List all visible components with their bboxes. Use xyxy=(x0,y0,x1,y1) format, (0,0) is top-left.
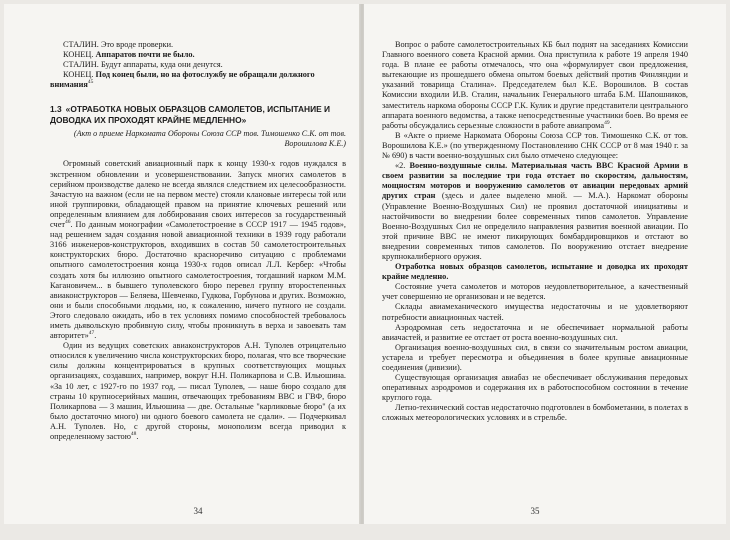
footnote-ref: 48 xyxy=(130,431,137,438)
paragraph-text: . xyxy=(136,432,139,441)
dialogue-text: СТАЛИН. Это вроде проверки. xyxy=(63,40,174,49)
footnote-ref: 47 xyxy=(88,330,95,337)
dialogue-line xyxy=(50,60,346,70)
footnote-ref: 45 xyxy=(87,79,94,86)
footnote-ref: 49 xyxy=(604,119,610,126)
quote-paragraph xyxy=(382,262,688,282)
section-heading xyxy=(50,104,346,124)
body-paragraph: В «Акте о приеме Наркомата Обороны Союза ССР тов. Тимошенко С.К. от тов. Ворошилова К.Е.» (по утвержденному Постановлению СНК СССР от 8 мая 1940 г. за № 690) в части военно-воздушных сил было отмечено следующее: xyxy=(382,130,688,161)
body-paragraph: Существующая организация авиабаз не обеспечивает обслуживания передовых оперативных аэродромов и содержания их в работоспособном состоянии в течение круглого года. xyxy=(382,373,688,403)
body-paragraph: Вопрос о работе самолетостроительных КБ был поднят на заседаниях Комиссии Главного военного совета Красной армии. Она приступила к работе 19 апреля 1940 года. В плане ее работы отмечалось, что она «формулирует свои предложения, вытекающие из прошедшего обмена опытом боевых действий против Финляндии и указаний товарища Сталина». Председателем был К.Е. Ворошилов. В состав Комиссии входили И.В. Сталин, начальник Генерального штаба Б.М. Шапошников, заместитель наркома обороны СССР Г.К. Кулик и другие представители центрального аппарата военного ведомства, а также непосредственные участники боев. Во время ее работы обсуждались серьезные сложности в работе авиапрома$^{49}$. xyxy=(382,40,688,130)
dialogue-bold: Аппаратов почти не было. xyxy=(95,50,195,60)
section-title: «ОТРАБОТКА НОВЫХ ОБРАЗЦОВ САМОЛЕТОВ, ИСПЫТАНИЕ И ДОВОДКА ИХ ПРОХОДЯТ КРАЙНЕ МЕДЛЕННО» xyxy=(50,104,331,125)
footnote-ref: 46 xyxy=(65,219,71,226)
body-paragraph: Организация военно-воздушных сил, в связи со значительным ростом авиации, устарела и требует пересмотра и объединения в более крупные авиационные соединения (дивизии). xyxy=(382,342,688,372)
dialogue-block xyxy=(50,40,346,90)
section-subtitle: (Акт о приеме Наркомата Обороны Союза ССР тов. Тимошенко С.К. от тов. Ворошилова К.Е.) xyxy=(73,128,346,148)
paragraph-text: . По данным монографии «Самолетостроение в СССР 1917 — 1945 годов», над решением задач создания новой авиационной техники в 1939 году работали 3166 инженеров-конструкторов, входивших в состав 50 самолетостроительных конструкторских бюро. Достаточно красноречиво ситуацию с проблемами опытного самолетостроения конца 1930-х годов описал Л.Л. Кербер: «Чтобы создать хотя бы иллюзию опытного самолетостроения, тогдашний нарком М.М. Кагановичем... в бывшего туполевского бюро перевел группу второстепенных авиаконструкторов — Беляева, Шевченко, Гудкова, Горбунова и других. Возможно, они и были способными людьми, но, к сожалению, ничего путного не создали. Этого следовало ожидать, ибо в тех условиях помимо способностей требовалось иметь дьявольскую пробивную силу, чтобы проникнуть в верха и завоевать там авторитет» xyxy=(50,220,346,341)
body-paragraph: Летно-технический состав недостаточно подготовлен в бомбометании, в полетах в сложных метеорологических условиях и в стрельбе. xyxy=(382,403,688,423)
paragraph-text: (здесь и далее выделено мной. — М.А.). Наркомат обороны (Управление Военно-Воздушных Сил) не проявил достаточной инициативы и настойчивости во внедрении более современных типов самолетов. Управление Военно-Воздушных Сил не определило направления развития военной авиации. По этой причине ВВС не имеют пикирующих бомбардировщиков и отстают во внедрении современных типов самолетов. По вооружению отстает внедрение крупнокалиберного оружия. xyxy=(382,191,688,261)
dialogue-text: КОНЕЦ. xyxy=(63,70,96,80)
dialogue-bold: Под конец были, но на фотослужбу не обращали должного внимания xyxy=(50,70,315,90)
dialogue-text: СТАЛИН. Будут аппараты, куда они денутся. xyxy=(63,60,223,70)
dialogue-line xyxy=(50,40,346,50)
page-number: 34 xyxy=(193,506,203,516)
body-paragraph: Состояние учета самолетов и моторов неудовлетворительное, а качественный учет совершенно не организован и не ведется. xyxy=(382,282,688,302)
emphasized-text: Военно-воздушные силы. Материальная часть ВВС Красной Армии в своем развитии за последние три года отстает по скоростям, дальностям, мощностям моторов и вооружению самолетов от авиации передовых армий других стран xyxy=(382,161,688,201)
emphasized-text: Отработка новых образцов самолетов, испытание и доводка их проходят крайне медленно. xyxy=(382,262,688,282)
body-paragraph: Склады авиамеханического имущества недостаточны и не удовлетворяют потребности авиационных частей. xyxy=(382,302,688,322)
paragraph-text: Один из ведущих советских авиаконструкторов А.Н. Туполев отрицательно относился к увеличению числа конструкторских бюро, полагая, что все творческие силы должны концентрироваться в крупных соответствующих мощных организациях, создавших, например, вокруг Н.Н. Поликарпова и С.В. Ильюшина. «За 10 лет, с 1927-го по 1937 год, — писал Туполев, — наше бюро создало для страны 10 крупносерийных машин, отвечающих требованиям ВВС и ГВФ, бюро Поликарпова — 3 машин, Ильюшина — две. Остальные "карликовые бюро" (а их было достаточно много) ни одного боевого самолета не сдали». — Подчеркивал А.Н. Туполев. Но, с другой стороны, монополизм всегда приводил к определенному застою xyxy=(50,341,346,441)
section-number: 1.3 xyxy=(50,104,62,115)
paragraph-text: «2. xyxy=(395,161,410,171)
dialogue-line xyxy=(50,70,346,90)
quote-paragraph xyxy=(382,161,688,262)
body-paragraph xyxy=(50,341,346,442)
paragraph-text: Огромный советский авиационный парк к концу 1930-х годов нуждался в экстренном обновлении и усовершенствовании. Запуск многих самолетов в серийном производстве далеко не всегда являлся следствием их целесообразности. Зачастую на важном (если не на первом месте) стояли клановые интересы той или иной группировки, обладающей правом на принятие ключевых решений или определенным влиянием для лоббирования своих интересов за государственный счет xyxy=(50,159,346,230)
page-number: 35 xyxy=(530,506,540,516)
body-paragraph: Огромный советский авиационный парк к концу 1930-х годов нуждался в экстренном обновлении и усовершенствовании. Запуск многих самолетов в серийном производстве далеко не всегда являлся следствием их целесообразности. Зачастую на важном (если не на первом месте) стояли клановые интересы той или иной группировки, обладающей правом на принятие ключевых решений или определенным влиянием для лоббирования своих интересов за государственный счет$^{46}$. По данным монографии «Самолетостроение в СССР 1917 — 1945 годов», над решением задач создания новой авиационной техники в 1939 году работали 3166 инженеров-конструкторов, входивших в состав 50 самолетостроительных конструкторских бюро. Достаточно красноречиво ситуацию с проблемами опытного самолетостроения конца 1930-х годов описал Л.Л. Кербер: «Чтобы создать хотя бы иллюзию опытного самолетостроения, тогдашний нарком М.М. Кагановичем... в бывшего туполевского бюро перевел группу второстепенных авиаконструкторов — Беляева, Шевченко, Гудкова, Горбунова и других. Возможно, они и были способными людьми, но, к сожалению, ничего путного не создали. Этого следовало ожидать, ибо в тех условиях помимо способностей требовалось иметь дьявольскую пробивную силу, чтобы проникнуть в верха и завоевать там авторитет»$^{47}$. xyxy=(50,159,346,341)
body-paragraph: Аэродромная сеть недостаточна и не обеспечивает нормальной работы авиачастей, и развитие ее отстает от роста военно-воздушных сил. xyxy=(382,322,688,342)
paragraph-text: Вопрос о работе самолетостроительных КБ был поднят на заседаниях Комиссии Главного военного совета Красной армии. Она приступила к работе 19 апреля 1940 года. В плане ее работы отмечалось, что она «формулирует свои предложения, вытекающие из прошедшего обмена опытом боевых действий против Финляндии и указаний товарища Сталина». Председателем был К.Е. Ворошилов. В состав Комиссии входили И.В. Сталин, начальник Генерального штаба Б.М. Шапошников, заместитель наркома обороны СССР Г.К. Кулик и другие представители центрального аппарата военного ведомства, а также непосредственные участники боев. Во время ее работы обсуждались серьезные сложности в работе авиапрома xyxy=(382,40,688,130)
dialogue-text: КОНЕЦ. xyxy=(63,50,96,60)
dialogue-line xyxy=(50,50,346,60)
right-page xyxy=(364,4,726,524)
left-page xyxy=(4,4,360,524)
